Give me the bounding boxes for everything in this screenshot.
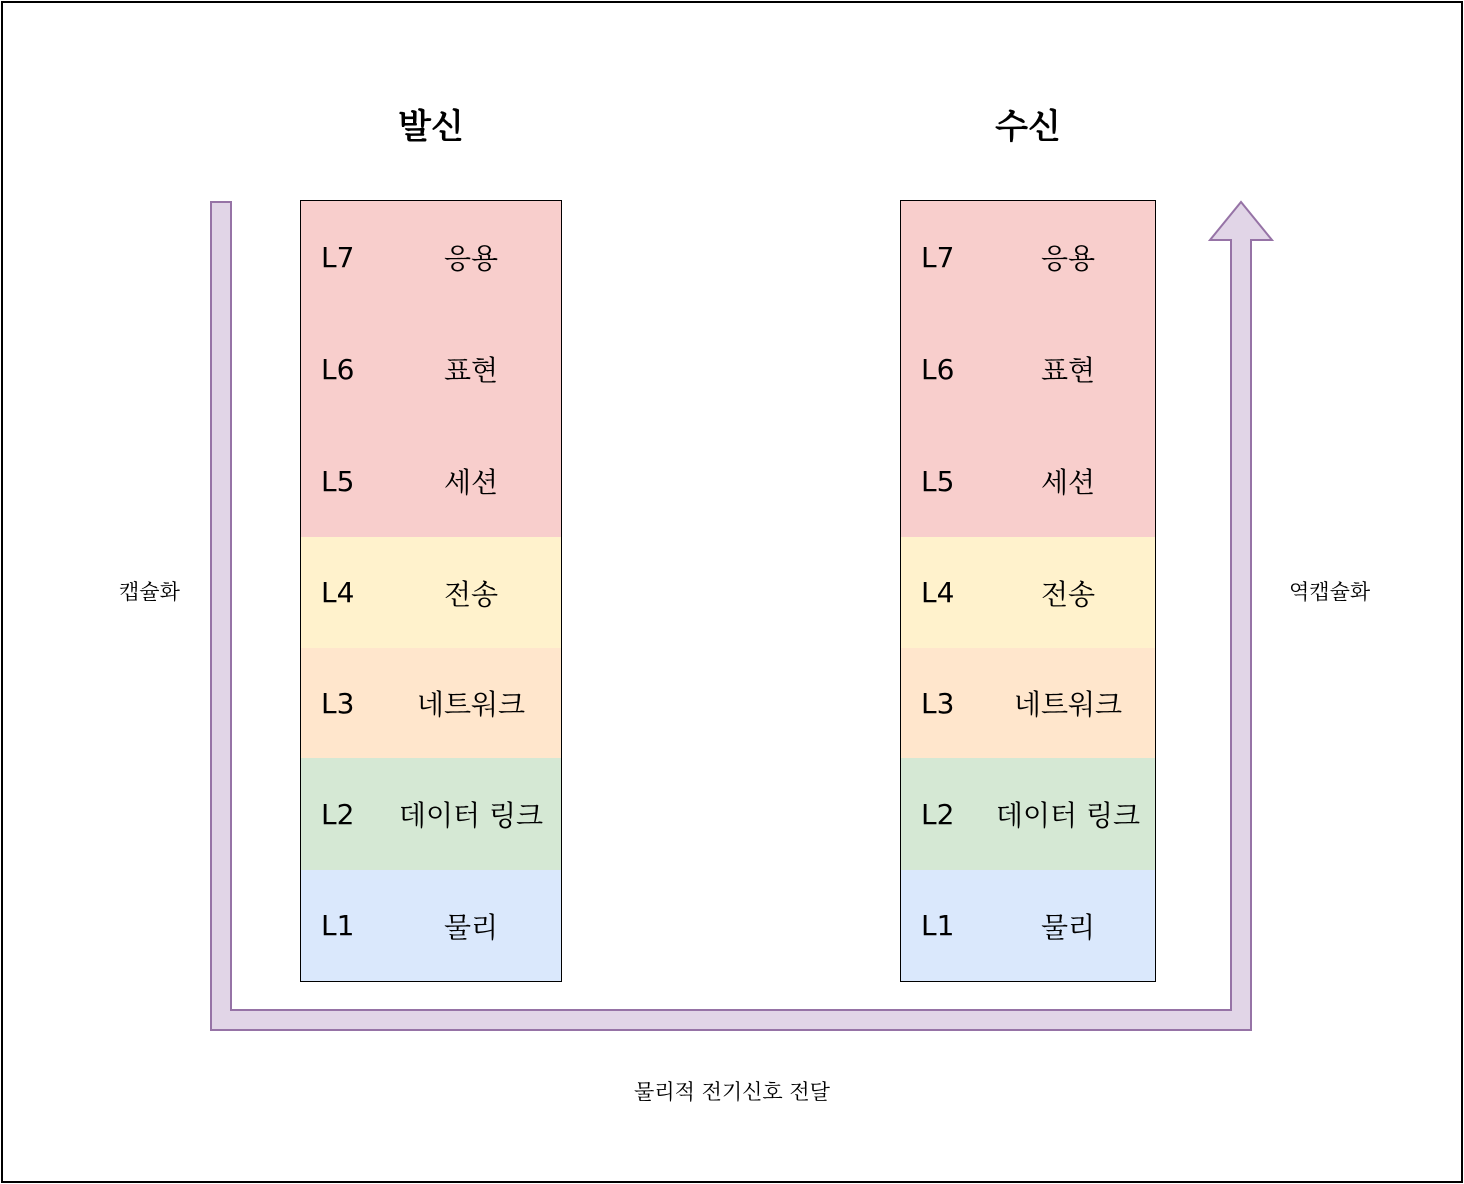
layer-l5 xyxy=(901,425,1155,537)
layer-code: L7 xyxy=(321,240,355,274)
layer-name: 세션 xyxy=(443,466,499,499)
layer-code: L6 xyxy=(921,352,955,386)
layer-name: 세션 xyxy=(1040,466,1096,499)
receiver-osi-stack xyxy=(900,200,1156,982)
layer-code: L2 xyxy=(921,797,955,831)
receiver-title: 수신 xyxy=(995,107,1061,147)
layer-name: 표현 xyxy=(1040,354,1096,387)
layer-l1 xyxy=(901,870,1155,981)
layer-l6 xyxy=(301,313,561,425)
layer-code: L5 xyxy=(321,464,355,498)
layer-l5 xyxy=(301,425,561,537)
layer-name: 네트워크 xyxy=(416,688,526,721)
layer-code: L3 xyxy=(321,686,355,720)
layer-l4 xyxy=(901,537,1155,648)
sender-title: 발신 xyxy=(398,107,464,147)
encapsulation-label: 캡슐화 xyxy=(119,580,180,604)
layer-name: 물리 xyxy=(443,910,499,944)
layer-code: L5 xyxy=(921,464,955,498)
layer-code: L1 xyxy=(321,909,355,942)
layer-name: 데이터 링크 xyxy=(398,799,544,832)
layer-code: L4 xyxy=(321,576,355,609)
decapsulation-label: 역캡슐화 xyxy=(1289,580,1371,604)
layer-name: 물리 xyxy=(1040,910,1096,944)
layer-name: 응용 xyxy=(1040,242,1096,275)
layer-l4 xyxy=(301,537,561,648)
layer-code: L4 xyxy=(921,576,955,609)
sender-osi-stack xyxy=(300,200,562,982)
layer-name: 네트워크 xyxy=(1013,688,1123,721)
layer-name: 표현 xyxy=(443,354,499,387)
layer-name: 데이터 링크 xyxy=(995,799,1141,832)
layer-l3 xyxy=(901,648,1155,758)
layer-l1 xyxy=(301,870,561,981)
layer-name: 전송 xyxy=(1040,577,1096,611)
layer-name: 응용 xyxy=(443,242,499,275)
layer-code: L1 xyxy=(921,909,955,942)
layer-code: L2 xyxy=(321,797,355,831)
layer-name: 전송 xyxy=(443,577,499,611)
layer-code: L6 xyxy=(321,352,355,386)
layer-l3 xyxy=(301,648,561,758)
layer-l7 xyxy=(301,201,561,313)
layer-l2 xyxy=(301,758,561,870)
layer-code: L7 xyxy=(921,240,955,274)
layer-code: L3 xyxy=(921,686,955,720)
layer-l6 xyxy=(901,313,1155,425)
physical-transfer-label: 물리적 전기신호 전달 xyxy=(634,1080,830,1104)
layer-l2 xyxy=(901,758,1155,870)
layer-l7 xyxy=(901,201,1155,313)
